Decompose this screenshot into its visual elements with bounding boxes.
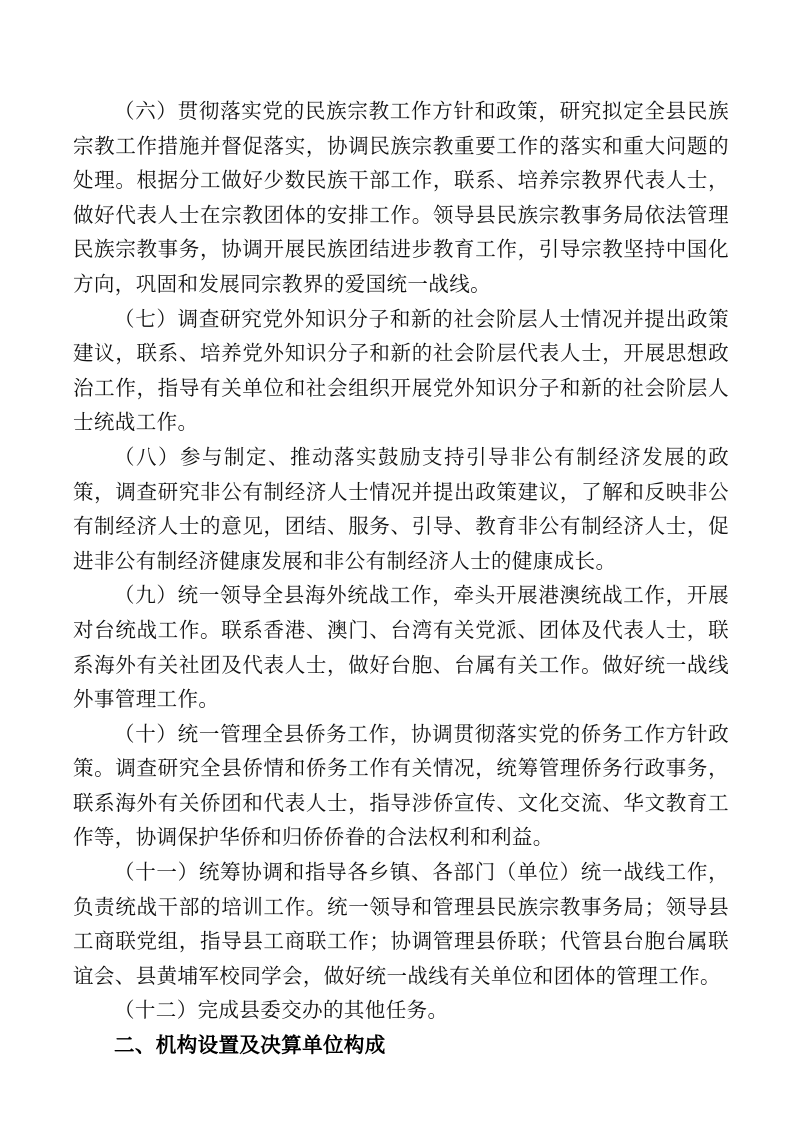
section-heading: 二、机构设置及决算单位构成 — [114, 1033, 386, 1058]
paragraph-item-11: （十一）统筹协调和指导各乡镇、各部门（单位）统一战线工作，负责统战干部的培训工作。统一领导和管理县民族宗教事务局；领导县工商联党组，指导县工商联工作；协调管理县侨联；代管县台胞台属联谊会、县黄埔军校同学会，做好统一战线有关单位和团体的管理工作。 — [73, 860, 729, 988]
paragraph-item-12: （十二）完成县委交办的其他任务。 — [114, 998, 449, 1023]
paragraph-item-9: （九）统一领导全县海外统战工作，牵头开展港澳统战工作，开展对台统战工作。联系香港、澳门、台湾有关党派、团体及代表人士，联系海外有关社团及代表人士，做好台胞、台属有关工作。做好统一战线外事管理工作。 — [73, 583, 729, 712]
paragraph-item-8: （八）参与制定、推动落实鼓励支持引导非公有制经济发展的政策，调查研究非公有制经济人士情况并提出政策建议，了解和反映非公有制经济人士的意见，团结、服务、引导、教育非公有制经济人士，促进非公有制经济健康发展和非公有制经济人士的健康成长。 — [73, 444, 729, 573]
document-body — [73, 94, 729, 1063]
paragraph-item-6: （六）贯彻落实党的民族宗教工作方针和政策，研究拟定全县民族宗教工作措施并督促落实，协调民族宗教重要工作的落实和重大问题的处理。根据分工做好少数民族干部工作，联系、培养宗教界代表人士，做好代表人士在宗教团体的安排工作。领导县民族宗教事务局依法管理民族宗教事务，协调开展民族团结进步教育工作，引导宗教坚持中国化方向，巩固和发展同宗教界的爱国统一战线。 — [73, 99, 729, 296]
paragraph-item-10: （十）统一管理全县侨务工作，协调贯彻落实党的侨务工作方针政策。调查研究全县侨情和侨务工作有关情况，统筹管理侨务行政事务，联系海外有关侨团和代表人士，指导涉侨宣传、文化交流、华文教育工作等，协调保护华侨和归侨侨眷的合法权利和利益。 — [73, 721, 729, 850]
paragraph-item-7: （七）调查研究党外知识分子和新的社会阶层人士情况并提出政策建议，联系、培养党外知识分子和新的社会阶层代表人士，开展思想政治工作，指导有关单位和社会组织开展党外知识分子和新的社会阶层人士统战工作。 — [73, 306, 729, 435]
